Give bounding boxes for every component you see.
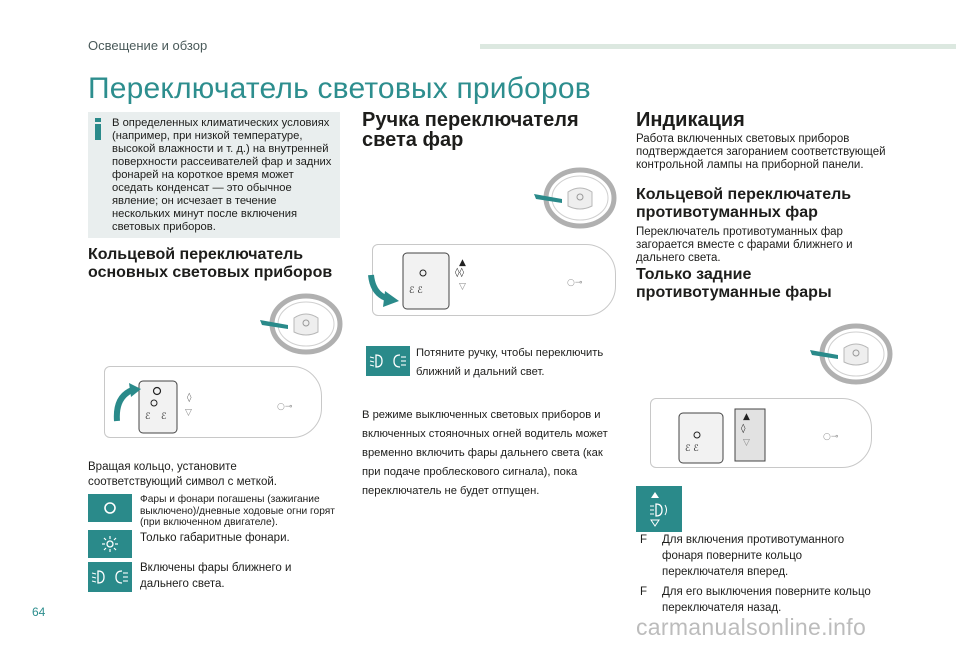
sidelights-icon bbox=[88, 530, 132, 558]
bullet-glyph: F bbox=[640, 534, 648, 546]
page-title: Переключатель световых приборов bbox=[88, 72, 591, 105]
pull-arrow-icon bbox=[367, 273, 401, 307]
pull-stalk-illustration bbox=[372, 244, 616, 316]
svg-text:▽: ▽ bbox=[743, 438, 750, 448]
bullet-item bbox=[640, 532, 880, 580]
bullet-glyph: F bbox=[640, 586, 648, 598]
header-bar bbox=[480, 44, 956, 49]
mode-beam-text: Включены фары ближнего и дальнего света. bbox=[140, 562, 292, 590]
fog-stalk-illustration bbox=[650, 398, 872, 468]
svg-text:○⊸: ○⊸ bbox=[277, 402, 293, 412]
col1-heading: Кольцевой переключатель основных световых приборов bbox=[88, 246, 333, 281]
svg-text:▲: ▲ bbox=[459, 258, 466, 268]
col1-instruction: Вращая кольцо, установите соответствующий символ с меткой. bbox=[88, 461, 277, 488]
steering-wheel-icon-2 bbox=[532, 166, 622, 230]
bullet-item bbox=[640, 584, 880, 616]
stalk-drawing-2 bbox=[373, 245, 617, 317]
svg-text:ℰ ℰ: ℰ ℰ bbox=[409, 286, 423, 296]
mode-side-box bbox=[88, 530, 132, 558]
rear-fog-box bbox=[636, 486, 682, 532]
bullet-text: Для его выключения поверните кольцо переключателя назад. bbox=[662, 586, 871, 614]
svg-text:○⊸: ○⊸ bbox=[823, 432, 839, 442]
pull-text: Потяните ручку, чтобы переключить ближний и дальний свет. bbox=[416, 347, 604, 378]
svg-text:▽: ▽ bbox=[459, 282, 466, 292]
steering-wheel-icon bbox=[258, 292, 348, 356]
info-icon bbox=[94, 118, 102, 140]
info-box bbox=[88, 112, 340, 238]
svg-text:ℰ: ℰ bbox=[161, 412, 167, 422]
stalk-drawing-3 bbox=[651, 399, 873, 469]
indication-text: Работа включенных световых приборов подтверждается загоранием соответствующей контрольной лампы на приборной панели. bbox=[636, 133, 886, 171]
watermark: carmanualsonline.info bbox=[636, 614, 867, 640]
rotate-arrow-icon bbox=[111, 381, 143, 425]
mode-off-box bbox=[88, 494, 132, 522]
lights-off-icon bbox=[88, 494, 132, 522]
bullet-list bbox=[640, 532, 880, 616]
svg-text:ℰ ℰ: ℰ ℰ bbox=[685, 444, 699, 454]
rear-fog-icon bbox=[636, 486, 682, 532]
bullet-text: Для включения противотуманного фонаря поверните кольцо переключателя вперед. bbox=[662, 534, 845, 578]
dipped-main-beam-icon-2 bbox=[366, 346, 410, 376]
rear-fog-heading: Только задние противотуманные фары bbox=[636, 266, 832, 301]
mode-beam-box bbox=[88, 562, 132, 592]
fog-text: Переключатель противотуманных фар загорается вместе с фарами ближнего и дальнего света. bbox=[636, 226, 853, 264]
svg-text:▽: ▽ bbox=[185, 408, 192, 418]
svg-text:ℰ: ℰ bbox=[145, 412, 151, 422]
col3-heading: Индикация bbox=[636, 109, 745, 131]
svg-text:◊◊: ◊◊ bbox=[455, 268, 464, 278]
svg-text:○⊸: ○⊸ bbox=[567, 278, 583, 288]
svg-text:◊: ◊ bbox=[741, 424, 746, 434]
fog-heading: Кольцевой переключатель противотуманных фар bbox=[636, 186, 852, 221]
section-header: Освещение и обзор bbox=[88, 38, 208, 53]
pull-beam-box bbox=[366, 346, 410, 376]
page-number: 64 bbox=[32, 605, 46, 619]
info-text: В определенных климатических условиях (например, при низкой температуре, высокой влажности и т. д.) на внутренней поверхности рассеивателей фар и задних фонарей на короткое время может оседать конденсат — это обычное явление; он исчезает в течение нескольких минут после включения световых приборов. bbox=[112, 117, 332, 233]
dipped-main-beam-icon bbox=[88, 562, 132, 592]
mode-off-text: Фары и фонари погашены (зажигание выключено)/дневные ходовые огни горят (при включенном двигателе). bbox=[140, 494, 335, 528]
steering-wheel-icon-3 bbox=[808, 322, 898, 386]
mode-side-text: Только габаритные фонари. bbox=[140, 532, 290, 544]
light-stalk-illustration bbox=[104, 366, 322, 438]
svg-text:▲: ▲ bbox=[743, 412, 750, 422]
svg-text:◊: ◊ bbox=[187, 393, 192, 403]
flash-text: В режиме выключенных световых приборов и включенных стояночных огней водитель может временно включить фары дальнего света (как при подаче проблескового сигнала), пока переключатель не будет отпущен. bbox=[362, 409, 608, 497]
col2-heading: Ручка переключателя света фар bbox=[362, 109, 579, 151]
